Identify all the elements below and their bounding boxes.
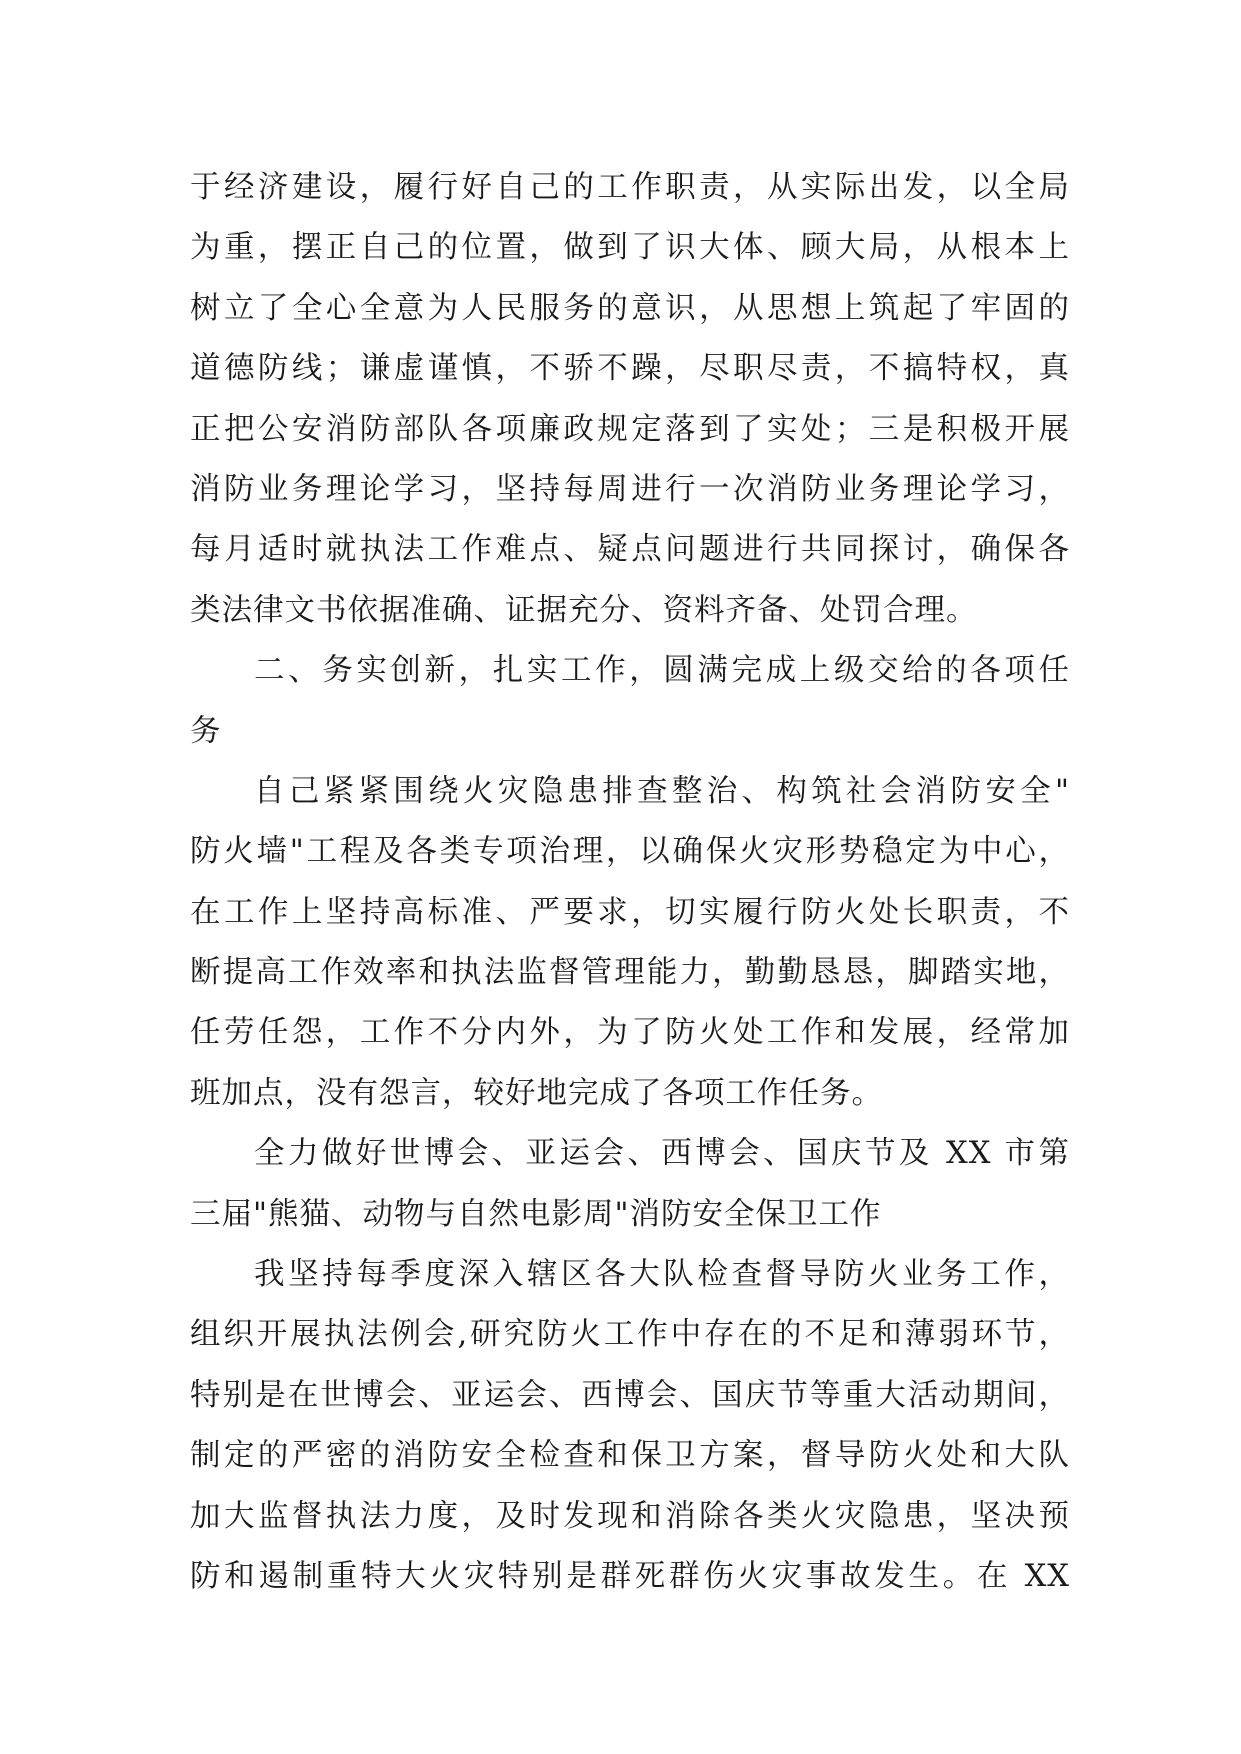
text-line: 自己紧紧围绕火灾隐患排查整治、构筑社会消防安全" [254,773,1070,809]
text-line: 二、务实创新，扎实工作，圆满完成上级交给的各项任 [254,653,1070,689]
text-line: 组织开展执法例会,研究防火工作中存在的不足和薄弱环节， [190,1317,1070,1353]
text-line: 防火墙"工程及各类专项治理，以确保火灾形势稳定为中心， [190,834,1070,870]
document-body [190,158,1070,1607]
text-line: 消防业务理论学习，坚持每周进行一次消防业务理论学习， [190,471,1070,507]
text-line: 道德防线；谦虚谨慎，不骄不躁，尽职尽责，不搞特权，真 [190,351,1070,387]
text-line: 于经济建设，履行好自己的工作职责，从实际出发，以全局 [190,170,1070,205]
text-line: 特别是在世博会、亚运会、西博会、国庆节等重大活动期间， [190,1377,1070,1413]
text-line: 正把公安消防部队各项廉政规定落到了实处；三是积极开展 [190,411,1070,447]
text-line: 制定的严密的消防安全检查和保卫方案，督导防火处和大队 [190,1438,1070,1474]
text-line: 全力做好世博会、亚运会、西博会、国庆节及 XX 市第 [254,1136,1070,1172]
text-line: 务 [190,713,222,749]
text-line: 加大监督执法力度，及时发现和消除各类火灾隐患，坚决预 [190,1498,1070,1534]
text-line: 三届"熊猫、动物与自然电影周"消防安全保卫工作 [190,1196,882,1232]
text-line: 在工作上坚持高标准、严要求，切实履行防火处长职责，不 [190,894,1070,930]
text-line: 我坚持每季度深入辖区各大队检查督导防火业务工作， [254,1257,1070,1293]
text-line: 任劳任怨，工作不分内外，为了防火处工作和发展，经常加 [190,1015,1070,1051]
text-line: 断提高工作效率和执法监督管理能力，勤勤恳恳，脚踏实地， [190,955,1070,991]
text-line: 类法律文书依据准确、证据充分、资料齐备、处罚合理。 [190,592,978,628]
text-line: 防和遏制重特大火灾特别是群死群伤火灾事故发生。在 XX [190,1558,1070,1594]
text-line: 每月适时就执法工作难点、疑点问题进行共同探讨，确保各 [190,532,1070,568]
text-line: 班加点，没有怨言，较好地完成了各项工作任务。 [190,1075,883,1111]
text-line: 为重，摆正自己的位置，做到了识大体、顾大局，从根本上 [190,230,1070,266]
text-line: 树立了全心全意为人民服务的意识，从思想上筑起了牢固的 [190,290,1070,326]
